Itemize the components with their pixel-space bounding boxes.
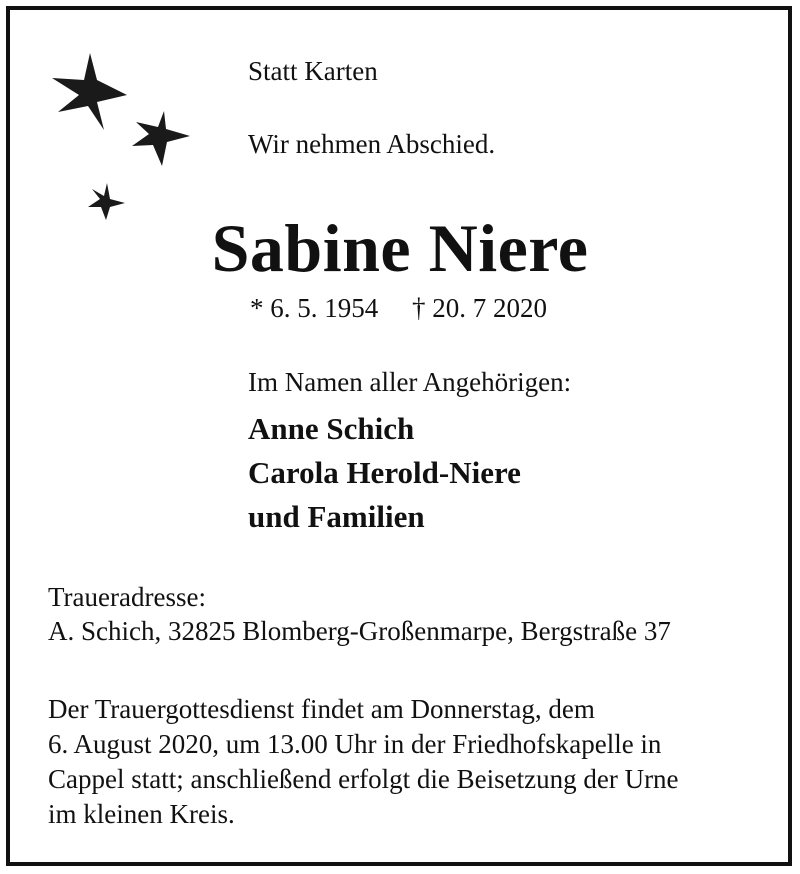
mourner-name: und Familien bbox=[248, 499, 425, 534]
service-line: 6. August 2020, um 13.00 Uhr in der Friedhofskapelle in bbox=[48, 729, 662, 759]
service-line: im kleinen Kreis. bbox=[48, 799, 235, 829]
mourners-intro: Im Namen aller Angehörigen: bbox=[248, 367, 572, 397]
service-line: Cappel statt; anschließend erfolgt die Beisetzung der Urne bbox=[48, 764, 679, 794]
address-label: Traueradresse: bbox=[48, 582, 206, 612]
statt-karten-text: Statt Karten bbox=[248, 56, 378, 86]
service-line: Der Trauergottesdienst findet am Donnerstag, dem bbox=[48, 694, 595, 724]
mourner-name: Anne Schich bbox=[248, 411, 415, 446]
stars-decoration bbox=[0, 0, 220, 240]
abschied-text: Wir nehmen Abschied. bbox=[248, 129, 496, 159]
address-value: A. Schich, 32825 Blomberg-Großenmarpe, Bergstraße 37 bbox=[48, 616, 671, 646]
service-paragraph bbox=[48, 692, 679, 832]
mourner-name: Carola Herold-Niere bbox=[248, 455, 521, 490]
star-icon bbox=[52, 53, 127, 130]
star-icon bbox=[132, 111, 190, 166]
death-date: † 20. 7 2020 bbox=[412, 293, 547, 323]
deceased-name: Sabine Niere bbox=[211, 210, 589, 286]
birth-date: * 6. 5. 1954 bbox=[250, 293, 379, 323]
